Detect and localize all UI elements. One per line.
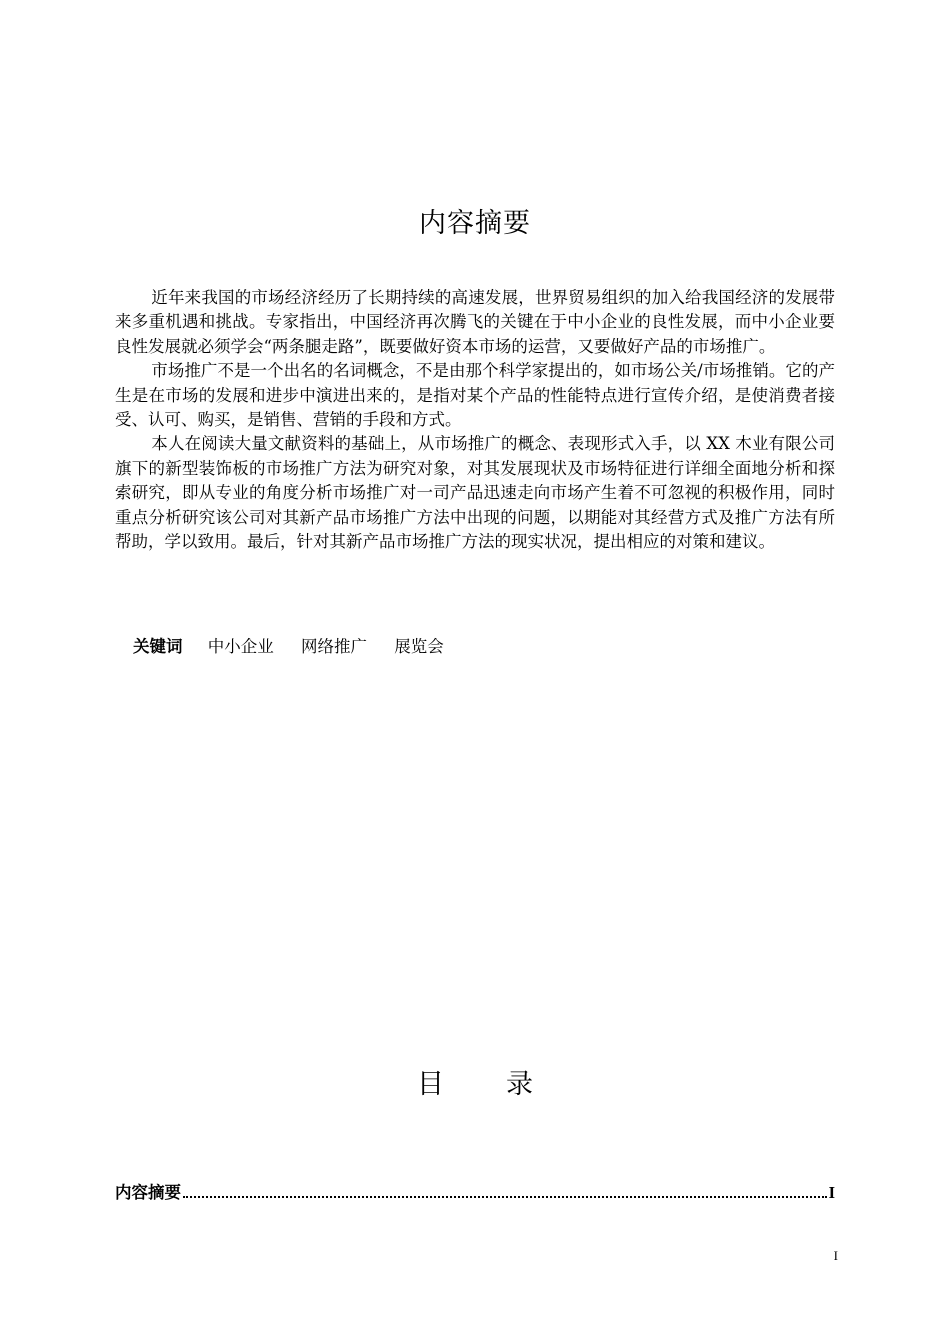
abstract-title: 内容摘要 bbox=[419, 208, 531, 239]
toc-entry-abstract[interactable] bbox=[115, 1181, 835, 1205]
abstract-paragraph: 本人在阅读大量文献资料的基础上，从市场推广的概念、表现形式入手，以 XX 木业有限公司旗下的新型装饰板的市场推广方法为研究对象，对其发展现状及市场特征进行详细全面地分析和探索研究，即从专业的角度分析市场推广对一司产品迅速走向市场产生着不可忽视的积极作用，同时重点分析研究该公司对其新产品市场推广方法中出现的问题，以期能对其经营方式及推广方法有所帮助，学以致用。最后，针对其新产品市场推广方法的现实状况，提出相应的对策和建议。 bbox=[115, 434, 835, 552]
keywords-line bbox=[133, 635, 466, 659]
toc-leader-dots bbox=[183, 1196, 827, 1198]
keyword-item: 中小企业 bbox=[207, 637, 274, 656]
keyword-item: 网络推广 bbox=[301, 637, 367, 656]
toc-title bbox=[0, 1065, 950, 1105]
toc-title-char: 录 bbox=[506, 1069, 533, 1100]
keywords-label: 关键词 bbox=[133, 637, 183, 656]
abstract-paragraph: 近年来我国的市场经济经历了长期持续的高速发展，世界贸易组织的加入给我国经济的发展带来多重机遇和挑战。专家指出，中国经济再次腾飞的关键在于中小企业的良性发展，而中小企业要良性发展就必须学会“两条腿走路”，既要做好资本市场的运营，又要做好产品的市场推广。 bbox=[115, 288, 835, 356]
page-number: I bbox=[833, 1248, 838, 1263]
toc-title-char: 目 bbox=[417, 1069, 444, 1100]
abstract-body bbox=[115, 286, 835, 554]
toc-entry-page: I bbox=[828, 1183, 835, 1202]
keyword-item: 展览会 bbox=[394, 637, 444, 656]
toc-entry-label: 内容摘要 bbox=[115, 1183, 181, 1202]
abstract-paragraph: 市场推广不是一个出名的名词概念，不是由那个科学家提出的，如市场公关/市场推销。它的产生是在市场的发展和进步中演进出来的，是指对某个产品的性能特点进行宣传介绍，是使消费者接受、认可、购买，是销售、营销的手段和方式。 bbox=[115, 361, 835, 430]
